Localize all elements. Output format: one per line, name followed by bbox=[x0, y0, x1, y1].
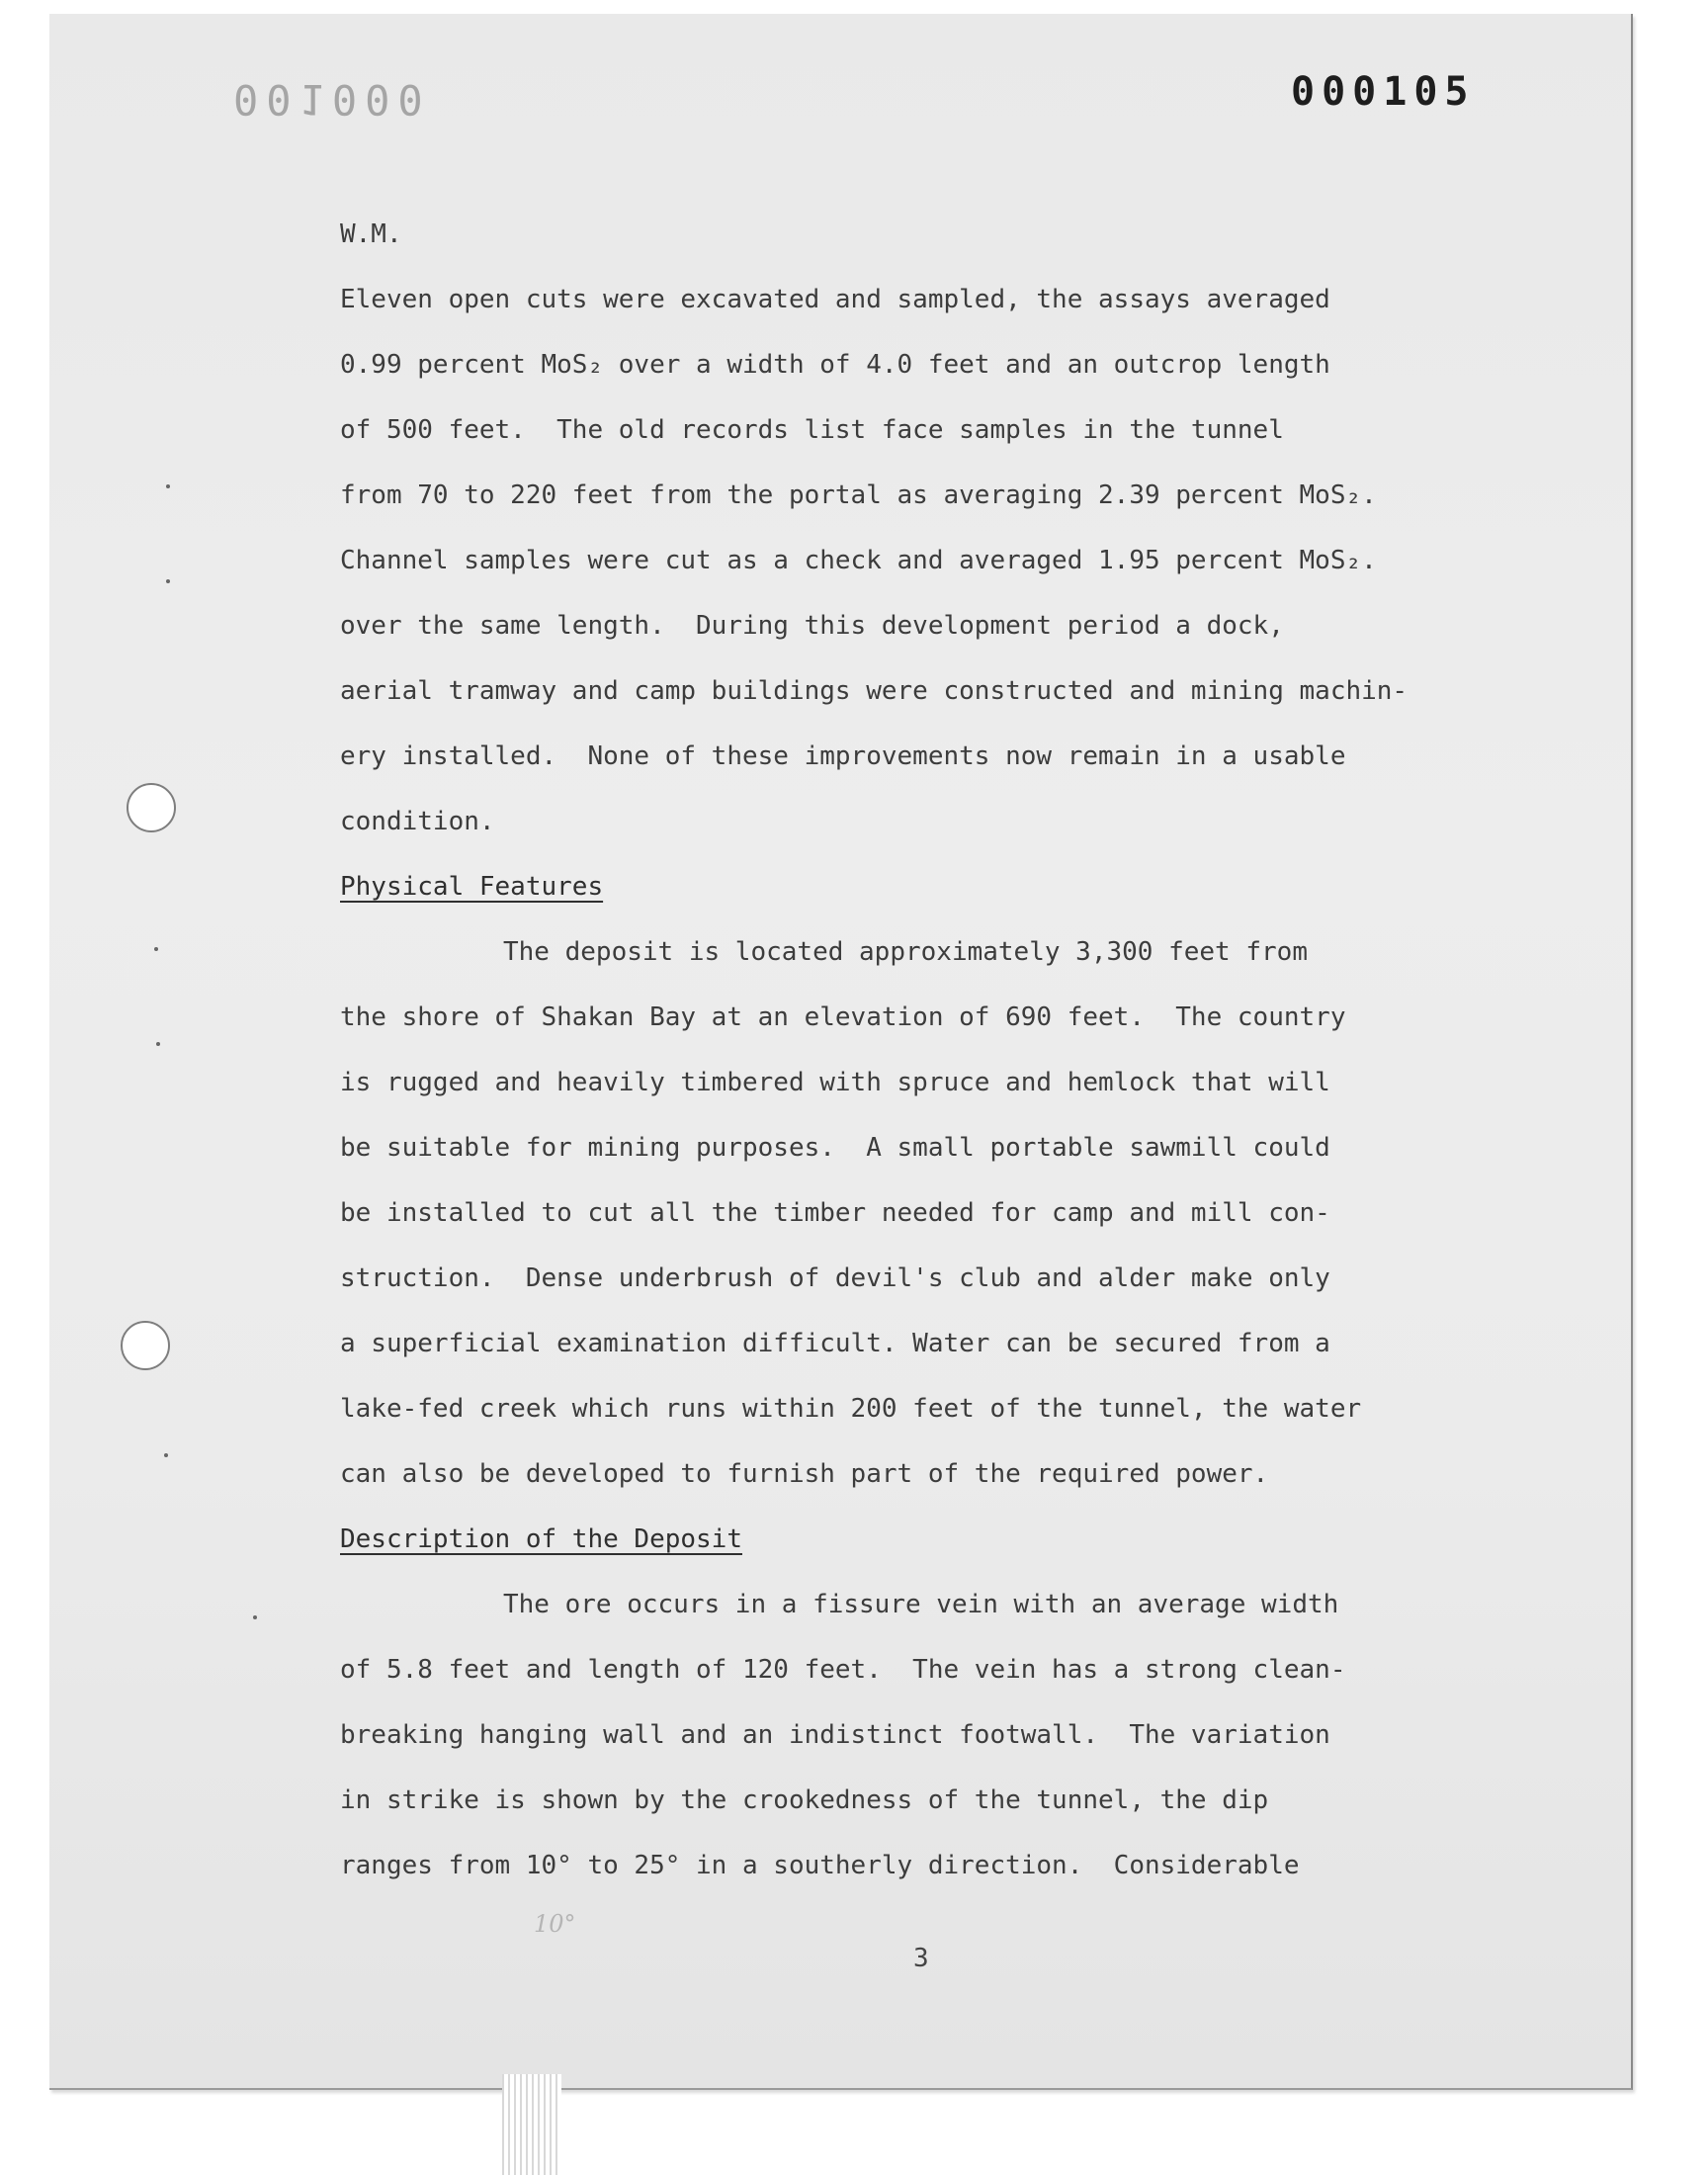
text-line: in strike is shown by the crookedness of the tunnel, the dip bbox=[340, 1785, 1269, 1815]
text-line: a superficial examination difficult. Water can be secured from a bbox=[340, 1329, 1330, 1358]
text-line: can also be developed to furnish part of the required power. bbox=[340, 1459, 1269, 1489]
scan-speck bbox=[156, 1042, 160, 1046]
typed-text-body bbox=[340, 202, 1506, 1898]
text-line: aerial tramway and camp buildings were constructed and mining machin- bbox=[340, 676, 1409, 706]
text-line: the shore of Shakan Bay at an elevation of 690 feet. The country bbox=[340, 1002, 1346, 1032]
scan-speck bbox=[164, 1453, 168, 1457]
heading-text: Physical Features bbox=[340, 872, 604, 902]
scan-speck bbox=[253, 1615, 257, 1619]
text-line: condition. bbox=[340, 807, 495, 836]
page-number: 3 bbox=[913, 1944, 929, 1973]
section-heading bbox=[340, 854, 1506, 919]
text-line: Eleven open cuts were excavated and sampled, the assays averaged bbox=[340, 285, 1330, 314]
scan-speck bbox=[166, 579, 170, 583]
text-line: Channel samples were cut as a check and averaged 1.95 percent MoS₂. bbox=[340, 546, 1377, 575]
scan-speck bbox=[154, 947, 158, 951]
text-line: over the same length. During this development period a dock, bbox=[340, 611, 1284, 641]
text-line: of 500 feet. The old records list face samples in the tunnel bbox=[340, 415, 1284, 445]
text-line: 0.99 percent MoS₂ over a width of 4.0 feet and an outcrop length bbox=[340, 350, 1330, 380]
text-line: of 5.8 feet and length of 120 feet. The vein has a strong clean- bbox=[340, 1655, 1346, 1685]
scan-speck bbox=[166, 484, 170, 488]
punch-hole-upper bbox=[127, 783, 176, 832]
text-line: ery installed. None of these improvements now remain in a usable bbox=[340, 741, 1346, 771]
text-line: is rugged and heavily timbered with spruce and hemlock that will bbox=[340, 1068, 1330, 1097]
document-page bbox=[49, 14, 1633, 2090]
section-heading bbox=[340, 1507, 1506, 1572]
pencil-annotation: 10° bbox=[534, 1910, 576, 1938]
text-line: struction. Dense underbrush of devil's club and alder make only bbox=[340, 1263, 1330, 1293]
scanner-edge-artifact bbox=[502, 2074, 561, 2175]
ghost-stamp-number: 001000 bbox=[233, 75, 431, 124]
heading-text: Description of the Deposit bbox=[340, 1524, 742, 1554]
text-line: The ore occurs in a fissure vein with an average width bbox=[503, 1590, 1339, 1619]
punch-hole-lower bbox=[121, 1321, 170, 1370]
text-line: ranges from 10° to 25° in a southerly direction. Considerable bbox=[340, 1851, 1300, 1880]
text-line: breaking hanging wall and an indistinct footwall. The variation bbox=[340, 1720, 1330, 1750]
text-line: be suitable for mining purposes. A small portable sawmill could bbox=[340, 1133, 1330, 1163]
page-code-number: 000105 bbox=[1291, 69, 1476, 115]
text-line: lake-fed creek which runs within 200 feet of the tunnel, the water bbox=[340, 1394, 1362, 1424]
text-line: The deposit is located approximately 3,300 feet from bbox=[503, 937, 1308, 967]
text-line: from 70 to 220 feet from the portal as averaging 2.39 percent MoS₂. bbox=[340, 480, 1377, 510]
text-line: W.M. bbox=[340, 219, 402, 249]
text-line: be installed to cut all the timber needed for camp and mill con- bbox=[340, 1198, 1330, 1228]
